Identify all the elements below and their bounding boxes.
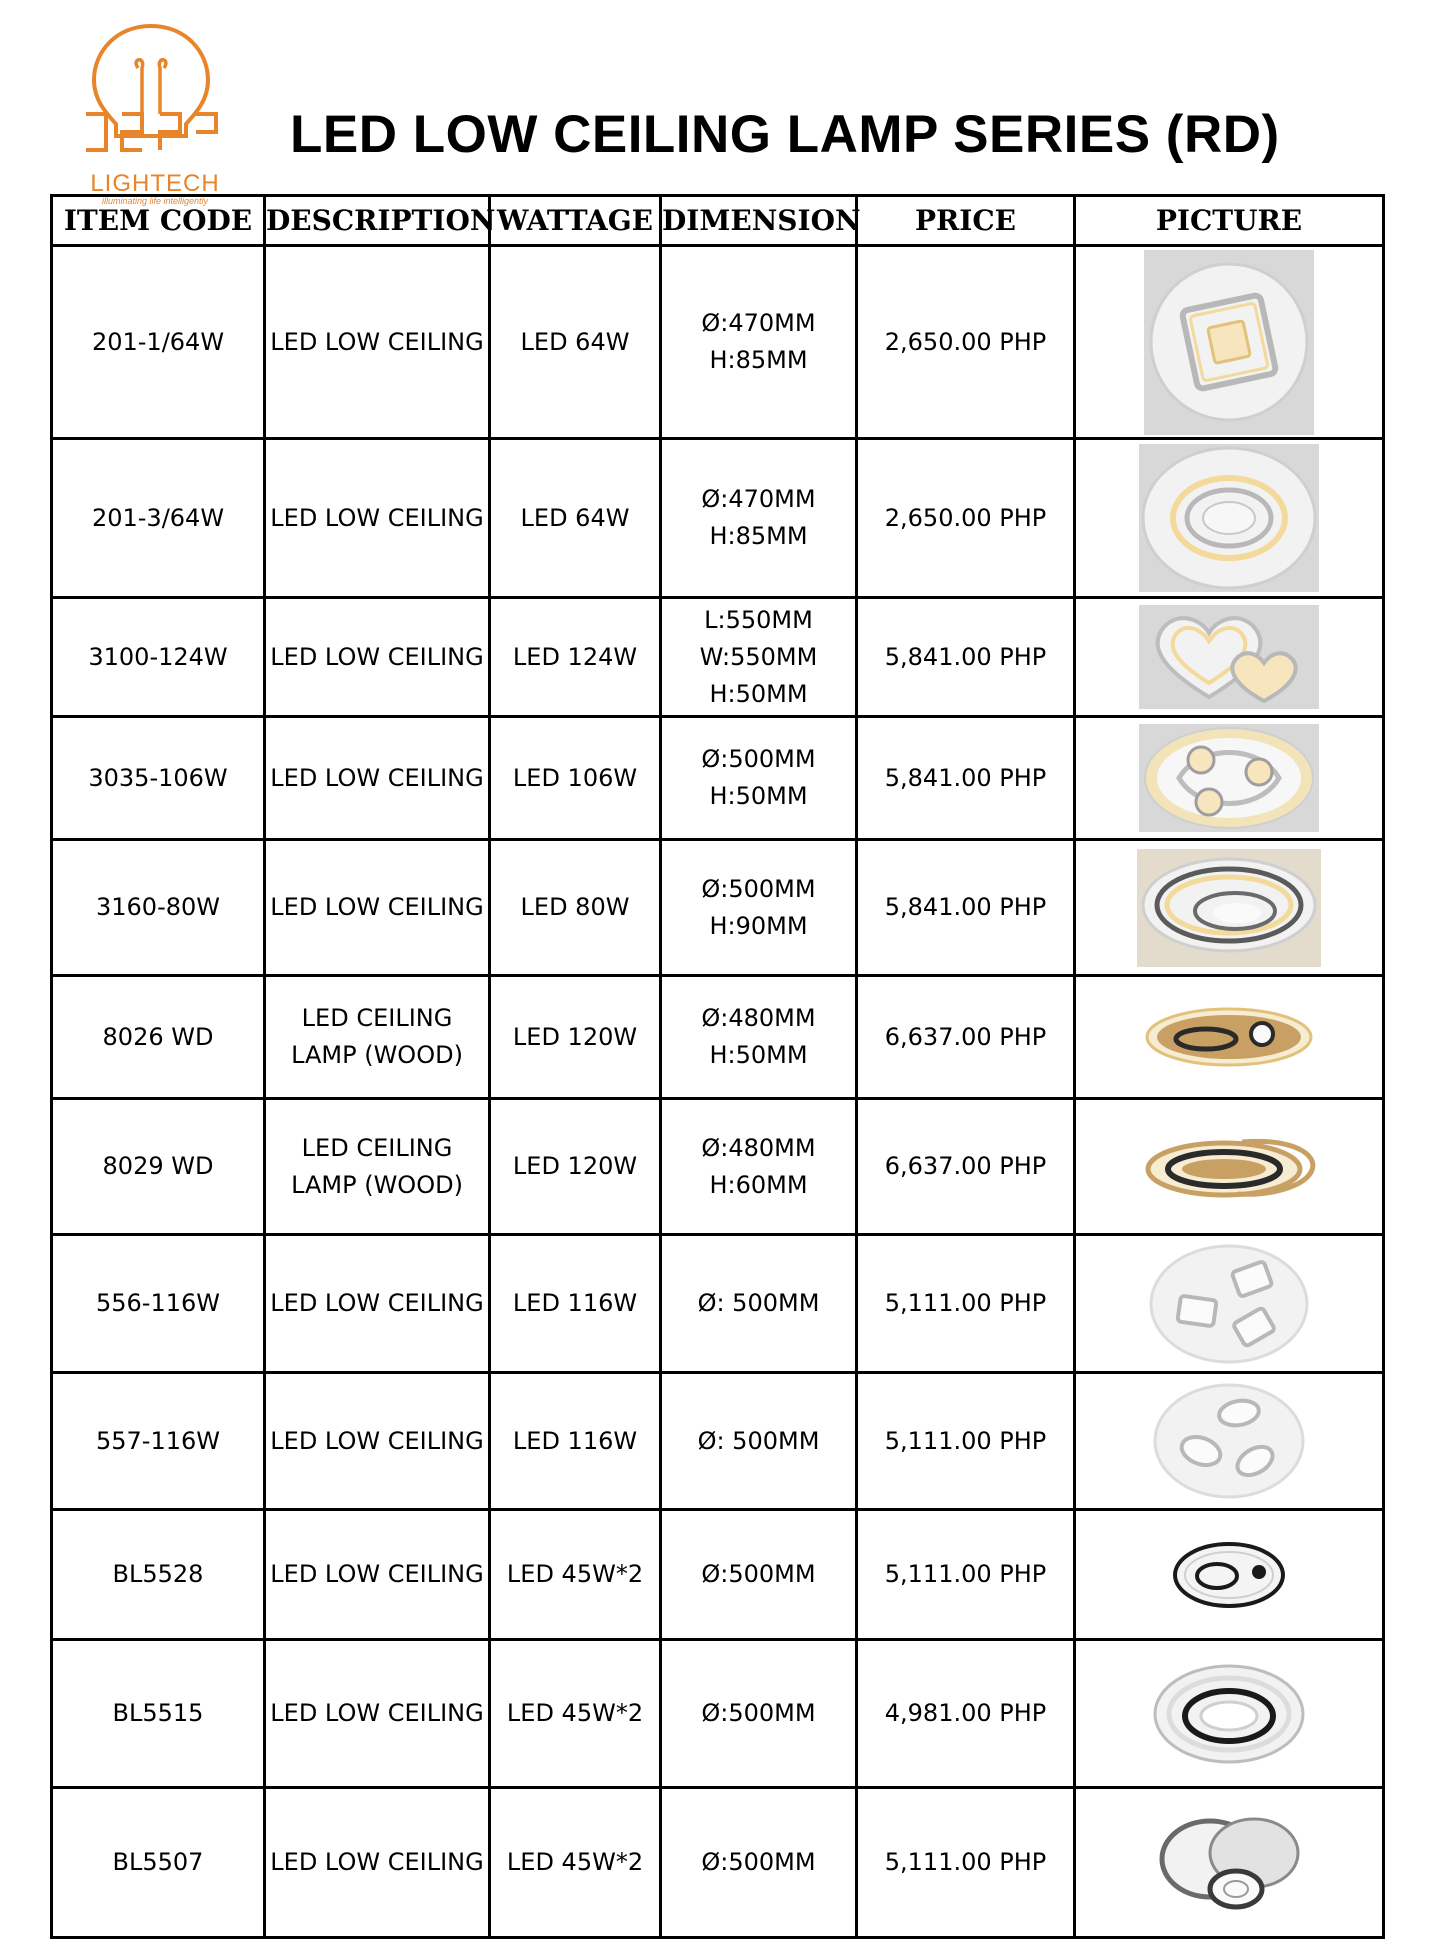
dimension-line: Ø:480MM <box>701 1133 816 1162</box>
table-row <box>52 439 1384 598</box>
item-code: BL5515 <box>52 1640 265 1788</box>
table-row <box>52 246 1384 439</box>
wattage: LED 116W <box>490 1235 661 1373</box>
description <box>265 1788 490 1938</box>
wattage: LED 120W <box>490 1099 661 1235</box>
dimension-line: Ø:500MM <box>701 1848 816 1876</box>
item-code: BL5507 <box>52 1788 265 1938</box>
dimension-line: H:85MM <box>709 346 808 374</box>
item-code: BL5528 <box>52 1510 265 1640</box>
dimension-line: Ø: 500MM <box>697 1426 820 1455</box>
company-logo <box>76 18 226 206</box>
three-square-lamp-image <box>1147 1242 1311 1366</box>
header-item-code: ITEM CODE <box>52 196 265 246</box>
dimension-line: H:50MM <box>709 782 808 810</box>
description-line: LED LOW CEILING <box>270 642 484 671</box>
price: 2,650.00 PHP <box>857 246 1075 439</box>
tiered-ring-lamp-image <box>1151 1662 1307 1766</box>
description <box>265 1510 490 1640</box>
picture-cell <box>1075 246 1384 439</box>
table-row <box>52 598 1384 717</box>
picture-cell <box>1075 439 1384 598</box>
dimension <box>661 1510 857 1640</box>
table-row <box>52 976 1384 1099</box>
item-code: 8029 WD <box>52 1099 265 1235</box>
picture-cell <box>1075 1373 1384 1510</box>
brand-name: LIGHTECH <box>90 170 220 197</box>
wattage: LED 45W*2 <box>490 1510 661 1640</box>
header-dimension: DIMENSION <box>661 196 857 246</box>
dimension-line: Ø:500MM <box>701 1560 816 1588</box>
table-row <box>52 1235 1384 1373</box>
description <box>265 840 490 976</box>
item-code: 201-1/64W <box>52 246 265 439</box>
picture-cell <box>1075 1640 1384 1788</box>
header-price: PRICE <box>857 196 1075 246</box>
header-wattage: WATTAGE <box>490 196 661 246</box>
dimension <box>661 1235 857 1373</box>
table-row <box>52 1373 1384 1510</box>
description-line: LED LOW CEILING <box>270 1848 484 1876</box>
dimension-line: Ø:500MM <box>701 874 816 903</box>
picture-cell <box>1075 1510 1384 1640</box>
dimension-line: H:90MM <box>709 911 808 940</box>
wattage: LED 64W <box>490 439 661 598</box>
description-line: LED LOW CEILING <box>270 893 484 921</box>
dimension <box>661 976 857 1099</box>
dimension-line: Ø:470MM <box>701 309 816 337</box>
dimension <box>661 1373 857 1510</box>
description <box>265 439 490 598</box>
dimension-line: Ø:480MM <box>701 1004 816 1032</box>
price: 5,841.00 PHP <box>857 717 1075 840</box>
picture-cell <box>1075 717 1384 840</box>
three-circle-lamp-image <box>1139 724 1319 832</box>
wattage: LED 124W <box>490 598 661 717</box>
description-line: LED LOW CEILING <box>270 503 484 532</box>
description-line: LED LOW CEILING <box>270 763 484 792</box>
price: 5,841.00 PHP <box>857 598 1075 717</box>
price: 2,650.00 PHP <box>857 439 1075 598</box>
dimension <box>661 246 857 439</box>
dimension-line: H:85MM <box>709 522 808 550</box>
picture-cell <box>1075 1099 1384 1235</box>
brand-tagline: illuminating life intelligently <box>101 196 209 206</box>
description-line: LED CEILING <box>301 1133 453 1162</box>
table-row <box>52 1640 1384 1788</box>
dimension-line: Ø:500MM <box>701 1699 816 1727</box>
description-line: LED LOW CEILING <box>270 1289 484 1317</box>
price: 5,111.00 PHP <box>857 1373 1075 1510</box>
dimension-line: W:550MM <box>699 642 818 671</box>
description-line: LED LOW CEILING <box>270 1560 484 1588</box>
dimension-line: Ø:500MM <box>701 745 816 773</box>
dimension-line: Ø:470MM <box>701 485 816 513</box>
dimension-line: L:550MM <box>704 605 813 634</box>
lightbulb-logo-icon <box>76 18 226 168</box>
product-price-table <box>50 194 1385 1939</box>
item-code: 557-116W <box>52 1373 265 1510</box>
round-rings-lamp-image <box>1139 444 1319 592</box>
picture-cell <box>1075 976 1384 1099</box>
picture-cell <box>1075 598 1384 717</box>
price: 5,111.00 PHP <box>857 1235 1075 1373</box>
wood-oval-lamp-image <box>1144 1006 1314 1068</box>
dimension-line: Ø: 500MM <box>697 1289 820 1317</box>
price: 4,981.00 PHP <box>857 1640 1075 1788</box>
dimension <box>661 598 857 717</box>
wattage: LED 45W*2 <box>490 1640 661 1788</box>
description-line: LED CEILING <box>301 1004 453 1032</box>
item-code: 8026 WD <box>52 976 265 1099</box>
dimension <box>661 1640 857 1788</box>
picture-cell <box>1075 1788 1384 1938</box>
three-oval-lamp-image <box>1151 1381 1307 1501</box>
description-line: LED LOW CEILING <box>270 1699 484 1727</box>
description <box>265 1235 490 1373</box>
description <box>265 246 490 439</box>
description-line: LAMP (WOOD) <box>291 1170 463 1199</box>
picture-cell <box>1075 840 1384 976</box>
wattage: LED 116W <box>490 1373 661 1510</box>
dimension <box>661 1099 857 1235</box>
table-row <box>52 717 1384 840</box>
table-row <box>52 1788 1384 1938</box>
table-row <box>52 1510 1384 1640</box>
dimension <box>661 840 857 976</box>
table-row <box>52 840 1384 976</box>
wood-rings-lamp-image <box>1142 1134 1316 1200</box>
price: 6,637.00 PHP <box>857 976 1075 1099</box>
description <box>265 1640 490 1788</box>
dimension-line: H:50MM <box>709 1041 808 1069</box>
table-row <box>52 1099 1384 1235</box>
wattage: LED 106W <box>490 717 661 840</box>
wattage: LED 120W <box>490 976 661 1099</box>
price: 5,111.00 PHP <box>857 1510 1075 1640</box>
heart-lamp-image <box>1139 605 1319 709</box>
wattage: LED 80W <box>490 840 661 976</box>
double-ring-lamp-image <box>1137 849 1321 967</box>
page-title: LED LOW CEILING LAMP SERIES (RD) <box>290 105 1280 164</box>
item-code: 556-116W <box>52 1235 265 1373</box>
description <box>265 598 490 717</box>
wattage: LED 45W*2 <box>490 1788 661 1938</box>
dimension-line: H:60MM <box>709 1170 808 1199</box>
price: 6,637.00 PHP <box>857 1099 1075 1235</box>
header-description: DESCRIPTION <box>265 196 490 246</box>
dimension <box>661 717 857 840</box>
description <box>265 717 490 840</box>
price: 5,111.00 PHP <box>857 1788 1075 1938</box>
wattage: LED 64W <box>490 246 661 439</box>
description <box>265 976 490 1099</box>
dimension <box>661 439 857 598</box>
item-code: 3035-106W <box>52 717 265 840</box>
description <box>265 1373 490 1510</box>
overlap-circle-lamp-image <box>1154 1813 1304 1913</box>
description-line: LED LOW CEILING <box>270 327 484 356</box>
item-code: 201-3/64W <box>52 439 265 598</box>
description <box>265 1099 490 1235</box>
dimension-line: H:50MM <box>709 679 808 708</box>
description-line: LED LOW CEILING <box>270 1426 484 1455</box>
item-code: 3100-124W <box>52 598 265 717</box>
price: 5,841.00 PHP <box>857 840 1075 976</box>
description-line: LAMP (WOOD) <box>291 1041 463 1069</box>
dimension <box>661 1788 857 1938</box>
black-ring-lamp-image <box>1171 1540 1287 1610</box>
square-rings-lamp-image <box>1144 250 1314 435</box>
table-header-row <box>52 196 1384 246</box>
item-code: 3160-80W <box>52 840 265 976</box>
picture-cell <box>1075 1235 1384 1373</box>
header-picture: PICTURE <box>1075 196 1384 246</box>
